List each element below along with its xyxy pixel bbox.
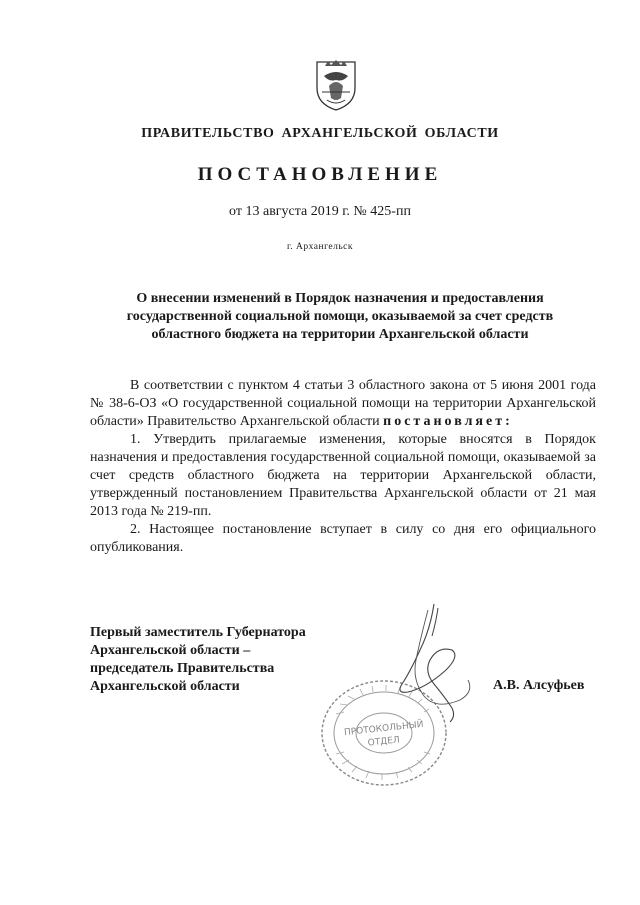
document-subject	[90, 290, 590, 344]
document-date-number: от 13 августа 2019 г. № 425-пп	[229, 204, 411, 219]
document-body	[90, 377, 596, 557]
signatory-title-line: Архангельской области –	[90, 643, 251, 658]
document-type: ПОСТАНОВЛЕНИЕ	[197, 164, 443, 185]
signatory-title-line: Первый заместитель Губернатора	[90, 625, 306, 640]
document-city: г. Архангельск	[286, 242, 353, 252]
signatory-title-line: председатель Правительства	[90, 661, 275, 676]
preamble-paragraph	[90, 377, 596, 431]
subject-line: государственной социальной помощи, оказываемой за счет средств	[126, 309, 554, 324]
stamp-text-2: ОТДЕЛ	[367, 735, 401, 749]
resolves-word: постановляет	[383, 414, 506, 429]
resolves-colon: :	[505, 414, 513, 429]
organization-name: ПРАВИТЕЛЬСТВО АРХАНГЕЛЬСКОЙ ОБЛАСТИ	[141, 126, 499, 141]
subject-line: областного бюджета на территории Архангельской области	[151, 327, 529, 342]
signatory-title	[90, 624, 306, 696]
coat-of-arms-icon	[313, 58, 359, 112]
signatory-name: А.В. Алсуфьев	[493, 678, 585, 693]
signatory-title-line: Архангельской области	[90, 679, 240, 694]
preamble-text: В соответствии с пунктом 4 статьи 3 областного закона от 5 июня 2001 года № 38-6-ОЗ «О государственной социальной помощи на территории Архангельской области» Правительство Архангельской области	[90, 378, 596, 429]
handwritten-signature-icon	[390, 600, 480, 730]
item-2-paragraph: 2. Настоящее постановление вступает в силу со дня его официального опубликования.	[90, 522, 596, 555]
stamp-text-1: ПРОТОКОЛЬНЫЙ	[343, 719, 424, 739]
subject-line: О внесении изменений в Порядок назначения и предоставления	[136, 291, 544, 306]
item-1-paragraph: 1. Утвердить прилагаемые изменения, которые вносятся в Порядок назначения и предоставления государственной социальной помощи, оказываемой за счет средств областного бюджета на территории Архангельской области, утвержденный постановлением Правительства Архангельской области от 21 мая 2013 года № 219-пп.	[90, 432, 596, 519]
